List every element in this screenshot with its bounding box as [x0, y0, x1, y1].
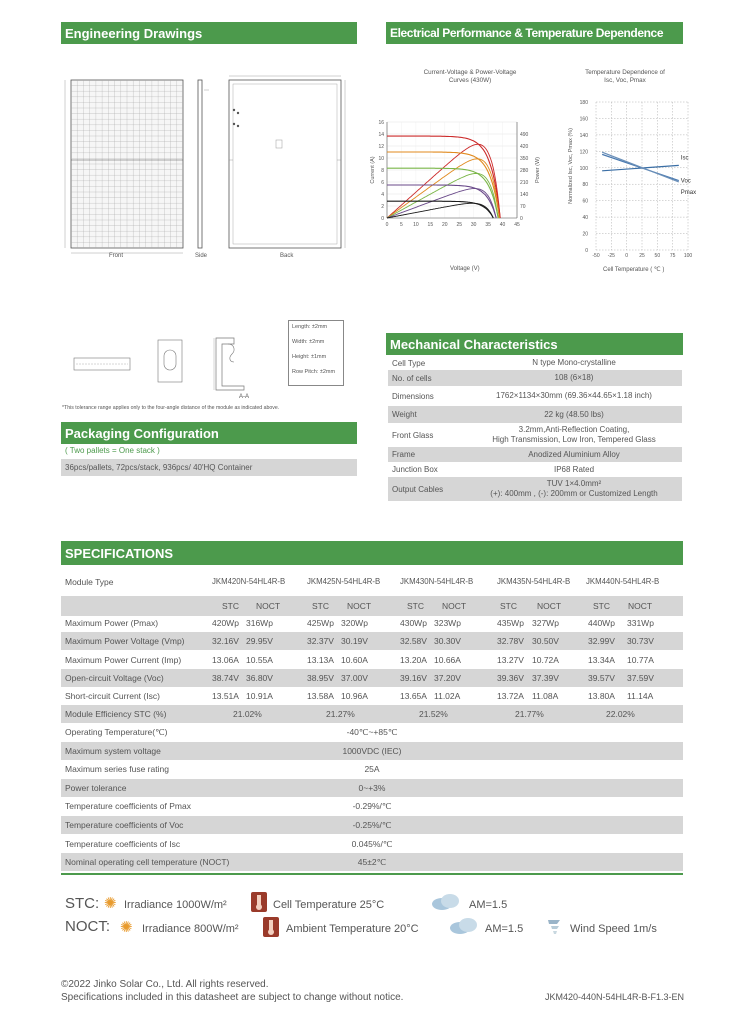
- stc-conditions-label: STC:: [65, 895, 100, 912]
- temp-y-tick: 180: [579, 100, 588, 106]
- mech-row-cells: [388, 370, 682, 386]
- noct-header: NOCT: [442, 601, 467, 611]
- temp-x-tick: 100: [683, 253, 693, 259]
- spec-cell: 22.02%: [606, 709, 635, 719]
- iv-y-right-tick: 210: [520, 180, 529, 186]
- spec-row-label: Maximum Power Voltage (Vmp): [65, 636, 185, 646]
- iv-y-tick: 8: [381, 168, 384, 174]
- iv-power-curve: [387, 203, 493, 218]
- spec-cell: 13.65A: [400, 691, 427, 701]
- iv-x-tick: 5: [400, 222, 403, 228]
- stc-header: STC: [500, 601, 517, 611]
- temp-series-label: Isc: [680, 155, 689, 162]
- temp-ylabel: Normalized Isc, Voc, Pmax (%): [568, 128, 574, 204]
- iv-x-tick: 35: [485, 222, 491, 228]
- spec-cell: 30.73V: [627, 636, 654, 646]
- spec-cell: 13.13A: [307, 655, 334, 665]
- spec-cell: 30.30V: [434, 636, 461, 646]
- spec-cell: 323Wp: [434, 618, 461, 628]
- spec-cell: 21.77%: [515, 709, 544, 719]
- packaging-subtitle: ( Two pallets = One stack ): [65, 446, 160, 455]
- iv-y-tick: 0: [381, 216, 384, 222]
- iv-x-tick: 25: [456, 222, 463, 228]
- mech-value: IP68 Rated: [553, 464, 595, 474]
- specifications-header: SPECIFICATIONS: [61, 541, 683, 565]
- iv-ylabel: Current (A): [370, 156, 376, 184]
- sun-icon: ✺: [120, 919, 133, 936]
- wind-icon: [545, 916, 565, 936]
- spec-common-row: [61, 797, 683, 815]
- cloud-icon: [448, 917, 480, 935]
- mech-label: No. of cells: [392, 373, 432, 383]
- spec-cell: 435Wp: [497, 618, 524, 628]
- spec-bottom-rule: [61, 873, 683, 875]
- detail-drawings: [66, 330, 288, 400]
- spec-cell: 13.20A: [400, 655, 427, 665]
- spec-cell: 420Wp: [212, 618, 239, 628]
- section-label: A-A: [239, 394, 250, 400]
- iv-y-right-tick: 140: [520, 192, 529, 198]
- iv-x-tick: 30: [470, 222, 477, 228]
- temp-x-tick: 25: [639, 253, 645, 259]
- temp-series-line: [602, 152, 679, 182]
- temp-y-tick: 60: [582, 198, 588, 205]
- spec-cell: 10.91A: [246, 691, 273, 701]
- mech-label: Front Glass: [392, 430, 434, 440]
- mech-label: Dimensions: [392, 391, 434, 401]
- spec-cell: 39.57V: [588, 673, 615, 683]
- iv-chart-xlabel: Voltage (V): [450, 266, 480, 272]
- iv-y-right-tick: 0: [520, 216, 523, 222]
- temp-y-tick: 140: [579, 132, 588, 139]
- spec-row-label: Temperature coefficients of Voc: [65, 820, 184, 830]
- spec-row: [61, 669, 683, 687]
- iv-y-right-tick: 70: [520, 204, 526, 210]
- temp-y-tick: 160: [579, 116, 588, 123]
- spec-row-label: Temperature coefficients of Isc: [65, 838, 181, 849]
- temp-x-tick: -50: [592, 253, 600, 259]
- temp-series-label: Voc: [680, 178, 691, 185]
- mech-value: 22 kg (48.50 lbs): [544, 409, 604, 419]
- temp-x-tick: 50: [654, 253, 661, 259]
- tolerance-width: Width: ±2mm: [292, 339, 325, 345]
- noct-irradiance: Irradiance 800W/m²: [142, 923, 239, 935]
- back-label: Back: [280, 253, 294, 259]
- spec-row-label: Nominal operating cell temperature (NOCT): [65, 857, 230, 868]
- packaging-details: 36pcs/pallets, 72pcs/stack, 936pcs/ 40'HQ Container: [61, 459, 357, 476]
- spec-cell: 32.58V: [400, 636, 427, 646]
- stc-header: STC: [407, 601, 424, 611]
- mech-value: N type Mono-crystalline: [532, 358, 616, 367]
- frame-section-detail: [214, 338, 244, 390]
- spec-cell: 30.50V: [532, 636, 559, 646]
- iv-chart-title: [400, 69, 540, 85]
- iv-x-tick: 10: [413, 222, 419, 228]
- mech-label: Junction Box: [392, 465, 438, 474]
- iv-y-tick: 16: [378, 120, 384, 126]
- spec-cell: 13.72A: [497, 691, 524, 701]
- side-label: Side: [195, 253, 208, 259]
- mech-label: Output Cables: [392, 484, 444, 494]
- spec-row: [61, 687, 683, 705]
- spec-common-row: [61, 742, 683, 760]
- temp-x-tick: 75: [669, 253, 676, 259]
- spec-cell: 32.99V: [588, 636, 615, 646]
- front-view-drawing: [65, 80, 183, 253]
- spec-cell: 37.59V: [627, 673, 654, 683]
- model-name: JKM420N-54HL4R-B: [212, 577, 286, 586]
- noct-header: NOCT: [256, 601, 281, 611]
- iv-y-right-tick: 490: [520, 132, 529, 138]
- tolerance-height: Height: ±1mm: [292, 354, 327, 360]
- spec-common-row: [61, 835, 683, 853]
- spec-cell: 11.14A: [627, 691, 654, 701]
- spec-row: [61, 632, 683, 650]
- spec-row-label: Short-circuit Current (Isc): [65, 691, 160, 701]
- electrical-performance-header: Electrical Performance & Temperature Dependence: [386, 22, 683, 44]
- spec-cell: 10.96A: [341, 691, 368, 701]
- side-view-drawing: [198, 80, 209, 248]
- iv-chart-title-line1: Current-Voltage & Power-Voltage: [423, 69, 517, 76]
- spec-cell: 10.55A: [246, 655, 273, 665]
- spec-cell: 10.72A: [532, 655, 559, 665]
- iv-ylabel-right: Power (W): [535, 157, 541, 183]
- spec-cell: 11.02A: [434, 691, 461, 701]
- spec-cell: 331Wp: [627, 618, 654, 628]
- iv-y-tick: 2: [381, 204, 384, 210]
- front-label: Front: [109, 253, 124, 259]
- iv-y-tick: 12: [378, 144, 384, 150]
- temp-x-tick: -25: [607, 253, 615, 259]
- noct-header: NOCT: [628, 601, 653, 611]
- spec-cell: 430Wp: [400, 618, 427, 628]
- spec-cell: 38.74V: [212, 673, 239, 683]
- sun-icon: ✺: [104, 895, 117, 912]
- temp-y-tick: 120: [579, 149, 588, 156]
- spec-common-value: -40℃~+85℃: [346, 727, 398, 737]
- noct-air-mass: AM=1.5: [485, 923, 524, 935]
- spec-cell: 13.58A: [307, 691, 334, 701]
- spec-cell: 21.27%: [326, 709, 355, 719]
- spec-cell: 13.51A: [212, 691, 239, 701]
- packaging-header: Packaging Configuration: [61, 422, 357, 444]
- spec-common-value: 25A: [364, 764, 380, 775]
- temp-y-tick: 40: [582, 215, 588, 222]
- model-name: JKM430N-54HL4R-B: [400, 577, 474, 586]
- copyright-text: ©2022 Jinko Solar Co., Ltd. All rights reserved.: [61, 979, 269, 990]
- iv-y-right-tick: 280: [520, 168, 529, 174]
- spec-cell: 21.02%: [233, 709, 262, 719]
- spec-cell: 37.00V: [341, 673, 368, 683]
- iv-chart-title-line2: Curves (430W): [448, 77, 492, 84]
- temp-chart-title-line1: Temperature Dependence of: [585, 69, 665, 76]
- spec-cell: 13.34A: [588, 655, 615, 665]
- stc-header: STC: [593, 601, 610, 611]
- back-view-drawing: [229, 76, 345, 248]
- temp-series-label: Pmax: [680, 189, 697, 196]
- spec-cell: 29.95V: [246, 636, 273, 646]
- iv-y-right-tick: 420: [520, 144, 529, 150]
- stc-header: STC: [222, 601, 239, 611]
- spec-row: [61, 614, 683, 632]
- spec-row-label: Maximum system voltage: [65, 745, 161, 756]
- spec-row-label: Maximum series fuse rating: [65, 764, 169, 775]
- module-type-label: Module Type: [65, 577, 114, 587]
- model-name: JKM440N-54HL4R-B: [586, 577, 660, 586]
- temp-chart: [560, 94, 697, 260]
- iv-chart: [362, 110, 552, 240]
- stc-cell-temperature: Cell Temperature 25°C: [273, 899, 385, 911]
- mech-value: 1762×1134×30mm (69.36×44.65×1.18 inch): [496, 391, 652, 400]
- spec-common-value: 1000VDC (IEC): [342, 745, 402, 756]
- engineering-drawings-header: Engineering Drawings: [61, 22, 357, 44]
- spec-row-label: Maximum Power Current (Imp): [65, 655, 182, 665]
- spec-cell: 425Wp: [307, 618, 334, 628]
- spec-cell: 37.20V: [434, 673, 461, 683]
- mounting-hole-detail: [158, 340, 182, 382]
- spec-efficiency-row: [61, 705, 683, 723]
- junction-box-detail: [74, 358, 130, 370]
- temp-x-tick: 0: [625, 253, 629, 259]
- spec-row-label: Temperature coefficients of Pmax: [65, 801, 191, 812]
- model-name: JKM425N-54HL4R-B: [307, 577, 381, 586]
- spec-cell: 13.80A: [588, 691, 615, 701]
- mech-row-weight: [388, 406, 682, 423]
- spec-cell: 39.16V: [400, 673, 427, 683]
- spec-cell: 440Wp: [588, 618, 615, 628]
- spec-cell: 32.37V: [307, 636, 334, 646]
- spec-cell: 10.66A: [434, 655, 461, 665]
- spec-common-value: 0.045%/℃: [351, 838, 393, 849]
- temp-chart-title: [570, 69, 680, 85]
- spec-common-row: [61, 723, 683, 741]
- thermometer-icon: [262, 916, 280, 938]
- mech-row-cell-type: [388, 356, 682, 370]
- spec-row: [61, 651, 683, 669]
- noct-header: NOCT: [537, 601, 562, 611]
- spec-common-value: 0~+3%: [358, 782, 386, 793]
- mech-value: [466, 425, 682, 445]
- module-drawings: [61, 70, 357, 270]
- temp-y-tick: 0: [585, 248, 588, 254]
- mech-value-line2: High Transmission, Low Iron, Tempered Glass: [492, 435, 656, 444]
- model-name: JKM435N-54HL4R-B: [497, 577, 571, 586]
- tolerance-box: [288, 320, 344, 386]
- mech-row-front-glass: [388, 424, 682, 446]
- stc-irradiance: Irradiance 1000W/m²: [124, 899, 227, 911]
- stc-air-mass: AM=1.5: [469, 899, 508, 911]
- iv-x-tick: 45: [514, 222, 520, 228]
- mech-row-output-cables: [388, 477, 682, 501]
- iv-y-right-tick: 350: [520, 156, 529, 162]
- tolerance-note: *This tolerance range applies only to the four-angle distance of the module as indicated above.: [62, 405, 280, 411]
- spec-model-row: [61, 573, 683, 591]
- spec-cell: 30.19V: [341, 636, 368, 646]
- tolerance-length: Length: ±2mm: [292, 324, 328, 330]
- temp-y-tick: 80: [582, 182, 588, 189]
- iv-x-tick: 15: [427, 222, 434, 228]
- spec-stc-noct-row: [61, 596, 683, 616]
- temp-y-tick: 20: [582, 231, 588, 238]
- noct-header: NOCT: [347, 601, 372, 611]
- stc-header: STC: [312, 601, 329, 611]
- spec-row-label: Power tolerance: [65, 782, 127, 793]
- iv-power-curve: [387, 173, 498, 218]
- temp-y-tick: 100: [579, 165, 588, 172]
- iv-x-tick: 40: [499, 222, 506, 228]
- iv-y-tick: 14: [378, 132, 384, 138]
- mech-label: Frame: [392, 450, 416, 459]
- mech-row-dimensions: [388, 387, 682, 405]
- spec-cell: 32.78V: [497, 636, 524, 646]
- spec-cell: 320Wp: [341, 618, 368, 628]
- spec-cell: 316Wp: [246, 618, 273, 628]
- wind-speed: Wind Speed 1m/s: [570, 923, 657, 935]
- spec-common-row: [61, 816, 683, 834]
- iv-y-tick: 6: [381, 180, 384, 186]
- spec-cell: 39.36V: [497, 673, 524, 683]
- spec-common-value: -0.29%/℃: [352, 801, 392, 812]
- spec-cell: 10.60A: [341, 655, 368, 665]
- spec-cell: 13.27V: [497, 655, 524, 665]
- spec-cell: 36.80V: [246, 673, 273, 683]
- iv-x-tick: 20: [441, 222, 448, 228]
- spec-cell: 37.39V: [532, 673, 559, 683]
- noct-conditions-label: NOCT:: [65, 918, 110, 935]
- disclaimer-text: Specifications included in this datasheet are subject to change without notice.: [61, 992, 404, 1003]
- thermometer-icon: [250, 891, 268, 913]
- spec-common-row: [61, 779, 683, 797]
- spec-row-label: Operating Temperature(℃): [65, 727, 168, 737]
- spec-cell: 10.77A: [627, 655, 654, 665]
- mech-value: 108 (6×18): [554, 373, 594, 382]
- mech-value: [466, 479, 682, 499]
- spec-row-label: Open-circuit Voltage (Voc): [65, 673, 164, 683]
- mech-value-line1: 3.2mm,Anti-Reflection Coating,: [518, 425, 630, 434]
- mech-row-junction-box: [388, 462, 682, 477]
- spec-row-label: Maximum Power (Pmax): [65, 618, 159, 628]
- mech-label: Weight: [392, 410, 417, 419]
- noct-ambient-temperature: Ambient Temperature 20°C: [286, 923, 419, 935]
- document-code: JKM420-440N-54HL4R-B-F1.3-EN: [545, 992, 685, 1002]
- mechanical-header: Mechanical Characteristics: [386, 333, 683, 355]
- mech-row-frame: [388, 447, 682, 462]
- mech-value: Anodized Aluminium Alloy: [528, 449, 620, 459]
- spec-cell: 38.95V: [307, 673, 334, 683]
- tolerance-row-pitch: Row Pitch: ±2mm: [292, 369, 336, 375]
- temp-chart-xlabel: Cell Temperature ( ℃ ): [603, 267, 665, 273]
- iv-current-curve: [387, 168, 498, 218]
- mech-label: Cell Type: [392, 358, 426, 368]
- spec-cell: 21.52%: [419, 709, 448, 719]
- spec-common-value: 45±2℃: [357, 857, 387, 868]
- temp-chart-title-line2: Isc, Voc, Pmax: [604, 77, 646, 84]
- iv-y-tick: 4: [381, 192, 384, 198]
- spec-common-value: -0.25%/℃: [352, 820, 392, 830]
- spec-cell: 11.08A: [532, 691, 559, 701]
- iv-x-tick: 0: [385, 222, 389, 228]
- iv-y-tick: 10: [378, 156, 384, 162]
- spec-cell: 327Wp: [532, 618, 559, 628]
- spec-cell: 32.16V: [212, 636, 239, 646]
- cloud-icon: [430, 893, 462, 911]
- spec-common-row: [61, 853, 683, 871]
- spec-common-row: [61, 760, 683, 778]
- spec-row-label: Module Efficiency STC (%): [65, 709, 167, 719]
- spec-cell: 13.06A: [212, 655, 239, 665]
- mech-value-line2: (+): 400mm , (-): 200mm or Customized Length: [490, 489, 658, 498]
- mech-value-line1: TUV 1×4.0mm²: [546, 479, 602, 488]
